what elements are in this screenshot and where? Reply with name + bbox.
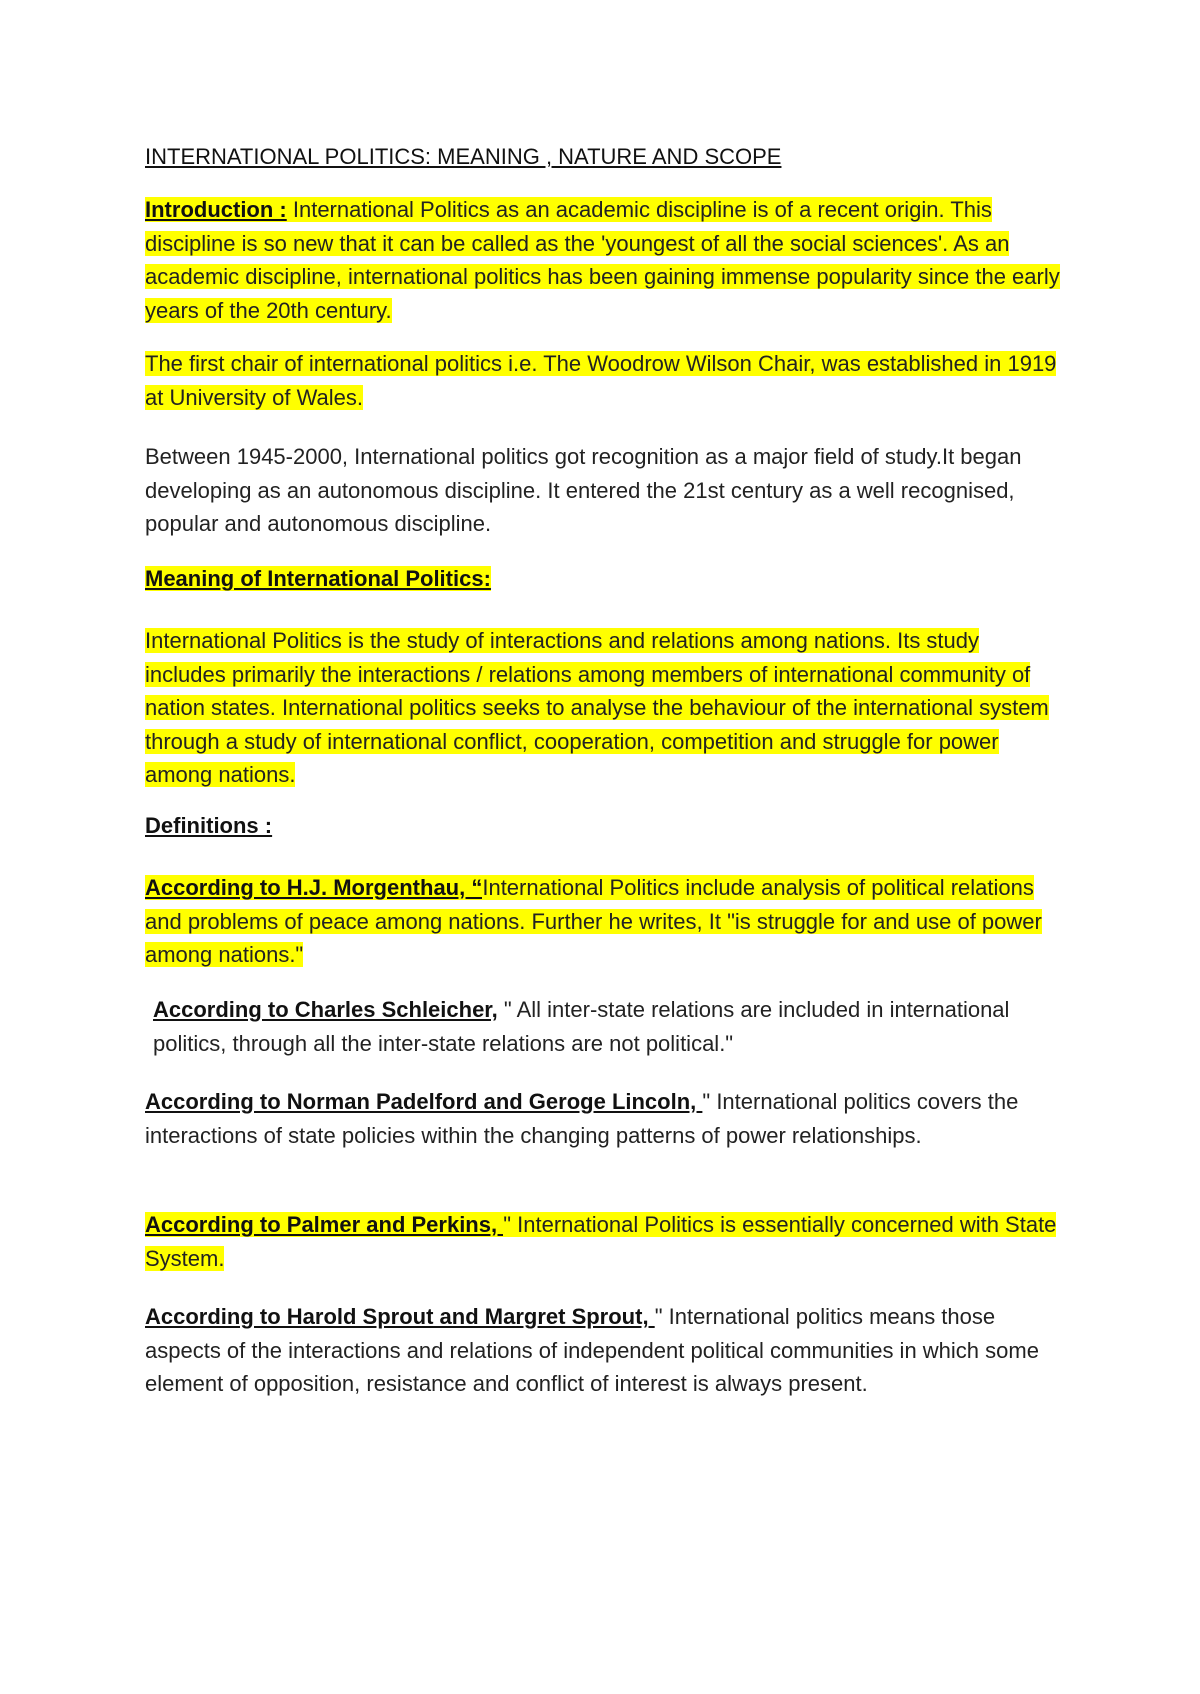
document-title: INTERNATIONAL POLITICS: MEANING , NATURE AND SCOPE xyxy=(145,144,782,169)
meaning-heading: Meaning of International Politics: xyxy=(145,566,491,591)
definition-text: " International Politics is essentially concerned with State System. xyxy=(145,1212,1057,1271)
definition-text: " International politics covers the interactions of state policies within the changing patterns of power relationships. xyxy=(145,1089,1019,1148)
meaning-heading-paragraph xyxy=(145,562,1065,596)
definition-text: International Politics include analysis of political relations and problems of peace among nations. Further he writes, It "is struggle for and use of power among nations." xyxy=(145,875,1042,967)
first-chair-paragraph xyxy=(145,347,1065,414)
meaning-text: International Politics is the study of interactions and relations among nations. Its study includes primarily the interactions / relations among members of international community of nation states. International politics seeks to analyse the behaviour of the international system through a study of international conflict, cooperation, competition and struggle for power among nations. xyxy=(145,628,1049,787)
definition-author: According to H.J. Morgenthau, “ xyxy=(145,875,483,900)
intro-label: Introduction : xyxy=(145,197,287,222)
definition-sprout xyxy=(145,1300,1065,1401)
definitions-heading-paragraph xyxy=(145,809,1065,843)
definition-palmer-perkins xyxy=(145,1208,1065,1275)
definition-padelford-lincoln xyxy=(145,1085,1065,1152)
definition-author: According to Palmer and Perkins, xyxy=(145,1212,504,1237)
recognition-text: Between 1945-2000, International politics got recognition as a major field of study.It began developing as an autonomous discipline. It entered the 21st century as a well recognised, popular and autonomous discipline. xyxy=(145,444,1022,536)
first-chair-text: The first chair of international politics i.e. The Woodrow Wilson Chair, was established in 1919 at University of Wales. xyxy=(145,351,1057,410)
definition-morgenthau xyxy=(145,871,1065,972)
definition-author: According to Norman Padelford and Geroge Lincoln, xyxy=(145,1089,703,1114)
title-paragraph xyxy=(145,140,1065,174)
recognition-paragraph xyxy=(145,440,1065,541)
intro-paragraph xyxy=(145,193,1065,327)
definition-text: " All inter-state relations are included in international politics, through all the inter-state relations are not political." xyxy=(153,997,1010,1056)
definition-schleicher xyxy=(145,993,1073,1060)
definitions-heading: Definitions : xyxy=(145,813,273,838)
definition-text: " International politics means those aspects of the interactions and relations of independent political communities in which some element of opposition, resistance and conflict of interest is always present. xyxy=(145,1304,1039,1396)
meaning-paragraph xyxy=(145,624,1065,792)
intro-text: International Politics as an academic discipline is of a recent origin. This discipline is so new that it can be called as the 'youngest of all the social sciences'. As an academic discipline, international politics has been gaining immense popularity since the early years of the 20th century. xyxy=(145,197,1060,323)
definition-author: According to Harold Sprout and Margret Sprout, xyxy=(145,1304,655,1329)
definition-author: According to Charles Schleicher, xyxy=(153,997,498,1022)
